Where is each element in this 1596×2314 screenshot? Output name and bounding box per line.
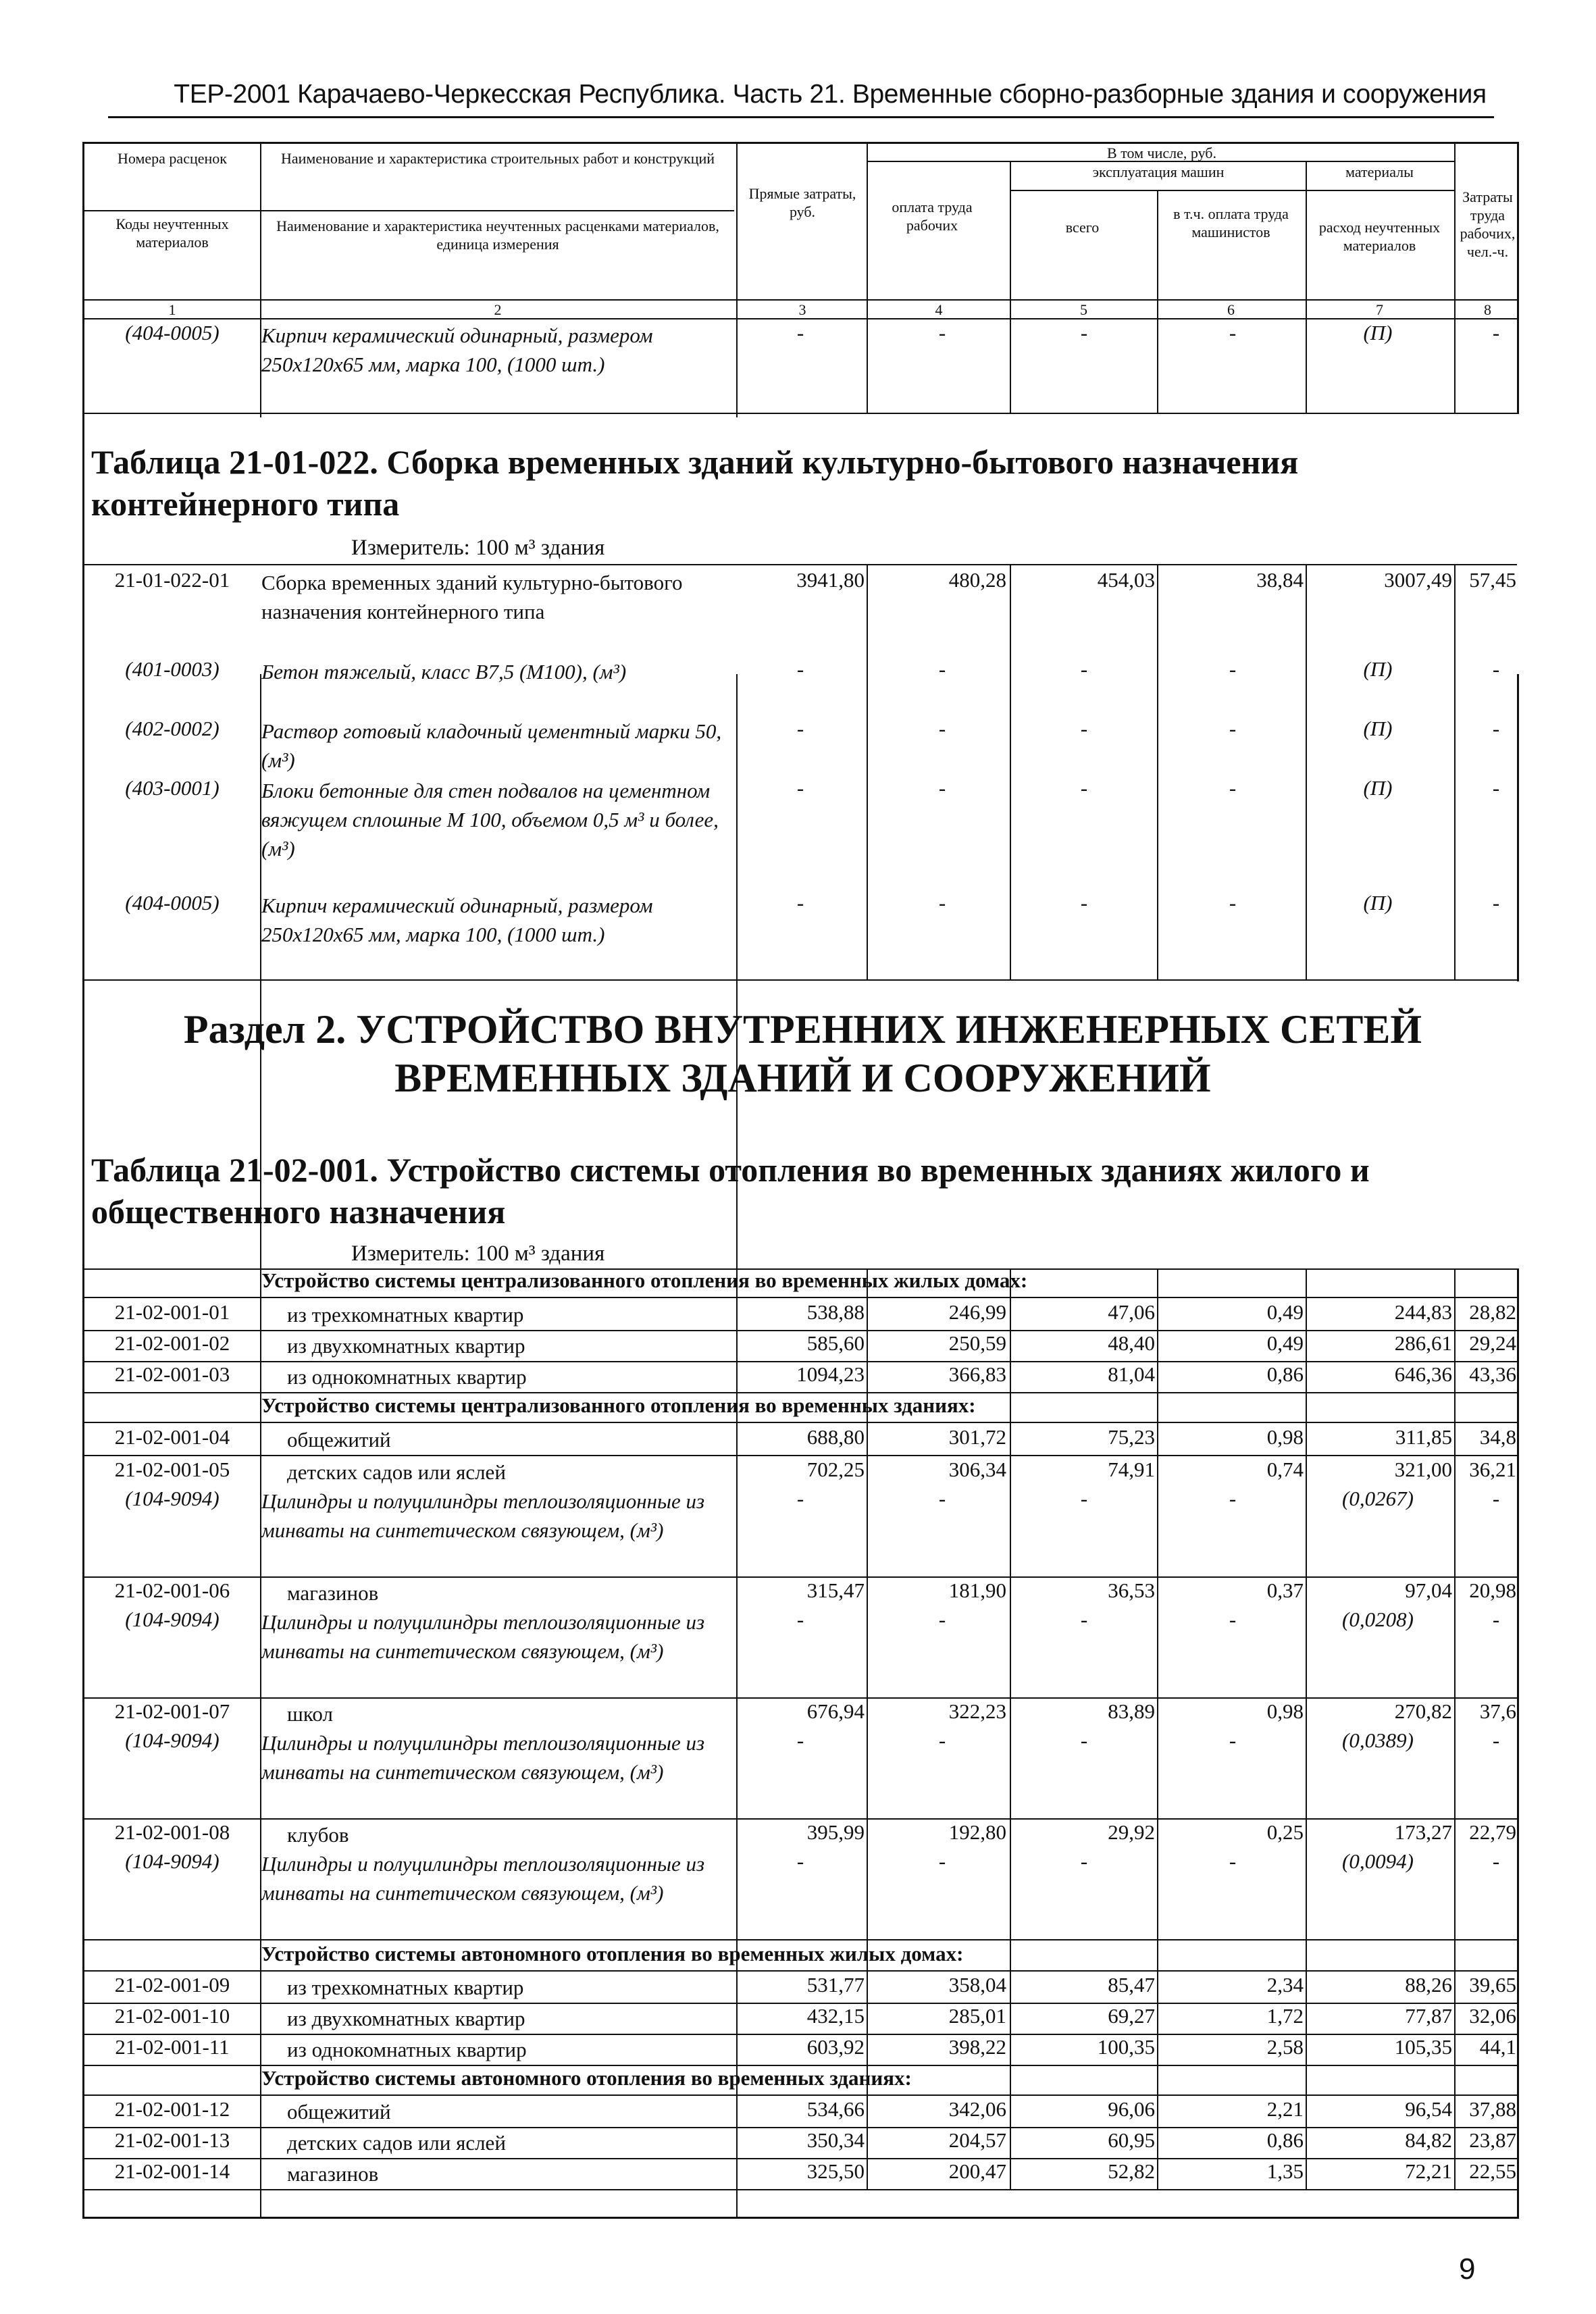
dash: - (938, 1728, 946, 1752)
table22-row-value: 3007,49 (1384, 568, 1452, 592)
table-row-name: из трехкомнатных квартир (287, 1303, 524, 1327)
table-row-value: 96,54 (1405, 2097, 1452, 2121)
table-row-value: 244,83 (1394, 1300, 1452, 1324)
running-header: ТЕР-2001 Карачаево-Черкесская Республика. Часть 21. Временные сборно-разборные здания и сооружения (174, 80, 1487, 109)
table-row-code: 21-02-001-09 (114, 1973, 230, 1997)
table22-row-value: 3941,80 (796, 568, 865, 592)
table02-title: Таблица 21-02-001. Устройство системы отопления во временных зданиях жилого и общественного назначения (91, 1151, 1370, 1231)
table-row-value: 585,60 (806, 1331, 865, 1355)
dash: - (1080, 776, 1088, 800)
table-row-value: 1094,23 (796, 1362, 865, 1386)
table-row-value: 646,36 (1394, 1362, 1452, 1386)
table-row-value: 342,06 (948, 2097, 1006, 2121)
subsection-heading: Устройство системы централизованного отопления во временных жилых домах: (261, 1268, 1028, 1292)
table02-mat-name: Цилиндры и полуцилиндры теплоизоляционные из минваты на синтетическом связующем, (м³) (261, 1731, 705, 1784)
table-row-value: 2,34 (1266, 1973, 1304, 1997)
col-num-8: 8 (1484, 301, 1491, 318)
table-row-value: 0,86 (1266, 2128, 1304, 2152)
table-row-value: 1,72 (1266, 2004, 1304, 2028)
table-row-value: 22,55 (1469, 2159, 1516, 2183)
col-num-4: 4 (935, 301, 943, 318)
material-qty: (П) (1363, 891, 1393, 915)
dash: - (1492, 1849, 1500, 1873)
table-row-value: 0,25 (1266, 1820, 1304, 1844)
dash: - (1492, 1608, 1500, 1631)
table-row-value: 84,82 (1405, 2128, 1452, 2152)
table-row-value: 603,92 (806, 2035, 865, 2059)
table-row-name: клубов (287, 1823, 349, 1847)
table-row-value: 306,34 (948, 1458, 1006, 1481)
table22-mat-name: Кирпич керамический одинарный, размером 250х120х65 мм, марка 100, (1000 шт.) (261, 894, 653, 946)
table-row-value: 285,01 (948, 2004, 1006, 2028)
subsection-heading: Устройство системы централизованного отопления во временных зданиях: (261, 1393, 976, 1417)
table-row-value: 204,57 (948, 2128, 1006, 2152)
table02-mat-code: (104-9094) (125, 1728, 220, 1752)
hdr-col2-bottom: Наименование и характеристика неучтенных расценками материалов, единица измерения (276, 217, 719, 253)
hdr-materials: материалы (1345, 163, 1414, 180)
top-row-name: Кирпич керамический одинарный, размером 250х120х65 мм, марка 100, (1000 шт.) (261, 324, 653, 376)
dash: - (1229, 1487, 1237, 1510)
col-num-3: 3 (798, 301, 806, 318)
table02-measure: Измеритель: 100 м³ здания (351, 1241, 605, 1266)
table-row-value: 321,00 (1394, 1458, 1452, 1481)
dash: - (1080, 717, 1088, 740)
table22-row-code: 21-01-022-01 (114, 568, 230, 592)
table-row-value: 37,88 (1469, 2097, 1516, 2121)
dash: - (938, 891, 946, 915)
table22-mat-name: Раствор готовый кладочный цементный марки 50, (м³) (261, 719, 722, 772)
table-row-value: 20,98 (1469, 1578, 1516, 1602)
table-row-code: 21-02-001-01 (114, 1300, 230, 1324)
table-row-value: 315,47 (806, 1578, 865, 1602)
table22-mat-name: Бетон тяжелый, класс В7,5 (М100), (м³) (261, 660, 627, 684)
table-row-name: из двухкомнатных квартир (287, 1334, 525, 1358)
dash: - (796, 1487, 804, 1510)
table-row-value: 432,15 (806, 2004, 865, 2028)
table02-mat-code: (104-9094) (125, 1487, 220, 1510)
table-row-code: 21-02-001-05 (114, 1458, 230, 1481)
table-row-value: 181,90 (948, 1578, 1006, 1602)
table-row-code: 21-02-001-03 (114, 1362, 230, 1386)
table-row-value: 37,6 (1479, 1699, 1516, 1723)
table02-mat-name: Цилиндры и полуцилиндры теплоизоляционные из минваты на синтетическом связующем, (м³) (261, 1852, 705, 1905)
table-row-value: 0,74 (1266, 1458, 1304, 1481)
table-row-value: 395,99 (806, 1820, 865, 1844)
table-row-value: 85,47 (1108, 1973, 1155, 1997)
document-table: Номера расценок Коды неучтенных материалов Наименование и характеристика строительных работ и конструкций Наименование и характеристика неучтенных расценками материалов, единица измерения Прямые затраты, руб. В том числе, руб. оплата труда рабочих эксплуатация машин всего в т.ч. оплата труда машинистов материалы расход неучтенных материалов Затраты труда рабочих, чел.-ч. 1 2 3 4 5 6 7 8 (404-0005) Кирпич керамический одинарный, размером 250х120х65 мм, марка 100, (1000 шт.) - - - - (П) - Таблица 21-01-022. Сборка временных зданий культурно-бытового назначения контейнерного типа Измеритель: 100 м³ здания 21-01-022-01 Сборка временных зданий культурно-бытового назначения контейнерного типа 3941,80 480,28 454,03 38,84 3007,49 57,45 (401-0003) Бетон тяжелый, класс В7,5 (М100), (м³) - - - - (П) - (402-0002) Раствор готовый кладочный цементный марки 50, (м³) - - - - (П) - (403-0001) Блоки бетонные для стен подвалов на цементном вяжущем сплошные М 100, объемом 0,5 м³ и более, (м³) - - - - (П) - (404-0005) Кирпич керамический одинарный, размером 250х120х65 мм, марка 100, (1000 шт.) - - - - (П) - Раздел 2. УСТРОЙСТВО ВНУТРЕННИХ ИНЖЕНЕРНЫХ СЕТЕЙ ВРЕМЕННЫХ ЗДАНИЙ И СООРУЖЕНИЙ Таблица 21-02-001. Устройство системы отопления во временных зданиях жилого и общественного назначения Измеритель: 100 м³ здания Устройство системы централизованного отопления во временных жилых домах: 21-02-001-01 из трехкомнатных квартир 538,88 246,99 47,06 0,49 244,83 28,82 21-02-001-02 из двухкомнатных квартир 585,60 250,59 48,40 0,49 286,61 29,24 21-02-001-03 из однокомнатных квартир 1094,23 366,83 81,04 0,86 646,36 43,36 Устройство системы централизованного отопления во временных зданиях: 21-02-001-04 общежитий 688,80 301,72 75,23 0,98 311,85 34,8 21-02-001-05 детских садов или яслей 702,25 306,34 74,91 0,74 321,00 36,21 (104-9094) Цилиндры и полуцилиндры теплоизоляционные из минваты на синтетическом связующем, (м³) - - - - (0,0267) - 21-02-001-06 магазинов 315,47 181,90 36,53 0,37 97,04 20,98 (104-9094) Цилиндры и полуцилиндры теплоизоляционные из минваты на синтетическом связующем, (м³) - - - - (0,0208) - 21-02-001-07 школ 676,94 322,23 83,89 0,98 270,82 37,6 (104-9094) Цилиндры и полуцилиндры теплоизоляционные из минваты на синтетическом связующем, (м³) - - - - (0,0389) - 21-02-001-08 клубов 395,99 192,80 29,92 0,25 173,27 22,79 (104-9094) Цилиндры и полуцилиндры теплоизоляционные из минваты на синтетическом связующем, (м³) - - - - (0,0094) - Устройство системы автономного отопления во временных жилых домах: 21-02-001-09 из трехкомнатных квартир 531,77 358,04 85,47 2,34 88,26 39,65 21-02-001-10 из двухкомнатных квартир 432,15 285,01 69,27 1,72 77,87 32,06 21-02-001-11 из однокомнатных квартир 603,92 398,22 100,35 2,58 105,35 44,1 Устройство системы автономного отопления во временных зданиях: 21-02-001-12 общежитий 534,66 342,06 96,06 2,21 96,54 37,88 21-02-001-13 детских садов или яслей 350,34 204,57 60,95 0,86 84,82 23,87 21-02-001-14 магазинов 325,50 200,47 52,82 1,35 72,21 22,55 (82, 142, 1519, 2219)
dash: - (796, 776, 804, 800)
table-row-value: 43,36 (1469, 1362, 1516, 1386)
table-row-code: 21-02-001-02 (114, 1331, 230, 1355)
table22-mat-code: (401-0003) (125, 657, 220, 681)
table22-row-value: 57,45 (1469, 568, 1516, 592)
table22-title: Таблица 21-01-022. Сборка временных зданий культурно-бытового назначения контейнерного типа (91, 443, 1299, 523)
table-row-value: 60,95 (1108, 2128, 1155, 2152)
table-row-code: 21-02-001-12 (114, 2097, 230, 2121)
dash: - (796, 891, 804, 915)
table-row-value: 52,82 (1108, 2159, 1155, 2183)
dash: - (1229, 1608, 1237, 1631)
dash: - (1229, 891, 1237, 915)
table-row-value: 77,87 (1405, 2004, 1452, 2028)
table-row-value: 173,27 (1394, 1820, 1452, 1844)
dash: - (1492, 717, 1500, 740)
table-row-value: 676,94 (806, 1699, 865, 1723)
table22-row-value: 480,28 (948, 568, 1006, 592)
material-qty: (0,0267) (1342, 1487, 1414, 1510)
hdr-col7: расход неучтенных материалов (1318, 219, 1441, 254)
table-row-name: магазинов (287, 1581, 379, 1605)
material-qty: (0,0389) (1342, 1728, 1414, 1752)
hdr-incl: В том числе, руб. (1107, 145, 1216, 161)
table-row-value: 0,49 (1266, 1331, 1304, 1355)
table-row-value: 2,58 (1266, 2035, 1304, 2059)
dash: - (938, 776, 946, 800)
table-row-value: 1,35 (1266, 2159, 1304, 2183)
table-row-value: 702,25 (806, 1458, 865, 1481)
col-num-7: 7 (1376, 301, 1383, 318)
table-row-name: общежитий (287, 1428, 391, 1451)
table-row-value: 96,06 (1108, 2097, 1155, 2121)
table-row-value: 301,72 (948, 1425, 1006, 1449)
table-row-value: 81,04 (1108, 1362, 1155, 1386)
table-row-value: 39,65 (1469, 1973, 1516, 1997)
material-qty: (П) (1363, 776, 1393, 800)
hdr-col5: всего (1065, 219, 1100, 236)
material-qty: (П) (1363, 717, 1393, 740)
subsection-heading: Устройство системы автономного отопления во временных жилых домах: (261, 1942, 964, 1965)
section-title: Раздел 2. УСТРОЙСТВО ВНУТРЕННИХ ИНЖЕНЕРНЫХ СЕТЕЙ ВРЕМЕННЫХ ЗДАНИЙ И СООРУЖЕНИЙ (183, 1007, 1422, 1100)
table-row-value: 97,04 (1405, 1578, 1452, 1602)
table-row-code: 21-02-001-10 (114, 2004, 230, 2028)
table-row-value: 69,27 (1108, 2004, 1155, 2028)
table-row-name: школ (287, 1702, 333, 1726)
table-row-value: 531,77 (806, 1973, 865, 1997)
table-row-value: 538,88 (806, 1300, 865, 1324)
dash: - (1080, 1487, 1088, 1510)
dash: - (1492, 1487, 1500, 1510)
dash: - (1492, 891, 1500, 915)
table-row-value: 34,8 (1479, 1425, 1516, 1449)
table-row-value: 36,53 (1108, 1578, 1155, 1602)
table22-row-name: Сборка временных зданий культурно-бытового назначения контейнерного типа (261, 571, 683, 623)
table-row-value: 28,82 (1469, 1300, 1516, 1324)
table-row-value: 88,26 (1405, 1973, 1452, 1997)
table-row-code: 21-02-001-13 (114, 2128, 230, 2152)
hdr-col1-top: Номера расценок (118, 150, 227, 167)
table-row-value: 0,37 (1266, 1578, 1304, 1602)
dash: - (1492, 1728, 1500, 1752)
dash: - (1229, 1849, 1237, 1873)
table-row-value: 23,87 (1469, 2128, 1516, 2152)
dash: - (1492, 657, 1500, 681)
table22-mat-code: (403-0001) (125, 776, 220, 800)
dash: - (796, 1608, 804, 1631)
table-row-name: детских садов или яслей (287, 1460, 506, 1484)
table-row-value: 322,23 (948, 1699, 1006, 1723)
dash: - (938, 717, 946, 740)
table-row-code: 21-02-001-04 (114, 1425, 230, 1449)
table-row-value: 325,50 (806, 2159, 865, 2183)
table-row-value: 192,80 (948, 1820, 1006, 1844)
hdr-col2-top: Наименование и характеристика строительных работ и конструкций (280, 150, 715, 167)
header-rule (108, 116, 1494, 118)
table-row-value: 246,99 (948, 1300, 1006, 1324)
table-row-value: 0,98 (1266, 1425, 1304, 1449)
material-qty: (П) (1363, 657, 1393, 681)
table22-measure: Измеритель: 100 м³ здания (351, 536, 605, 560)
table22-mat-code: (402-0002) (125, 717, 220, 740)
table-row-value: 48,40 (1108, 1331, 1155, 1355)
subsection-heading: Устройство системы автономного отопления во временных зданиях: (261, 2066, 912, 2090)
dash: - (1080, 1849, 1088, 1873)
dash: - (938, 657, 946, 681)
table-row-value: 29,92 (1108, 1820, 1155, 1844)
table22-mat-code: (404-0005) (125, 891, 220, 915)
table-row-code: 21-02-001-07 (114, 1699, 230, 1723)
dash: - (796, 1849, 804, 1873)
dash: - (796, 717, 804, 740)
table-row-value: 36,21 (1469, 1458, 1516, 1481)
dash: - (938, 1849, 946, 1873)
table-row-value: 200,47 (948, 2159, 1006, 2183)
dash: - (938, 1487, 946, 1510)
table-row-value: 75,23 (1108, 1425, 1155, 1449)
hdr-machines: эксплуатация машин (1092, 163, 1225, 180)
table-row-value: 358,04 (948, 1973, 1006, 1997)
top-row-p: (П) (1363, 321, 1393, 344)
table-row-value: 2,21 (1266, 2097, 1304, 2121)
hdr-col6: в т.ч. оплата труда машинистов (1173, 205, 1289, 240)
table-row-name: из трехкомнатных квартир (287, 1976, 524, 1999)
table-row-value: 398,22 (948, 2035, 1006, 2059)
table-row-value: 311,85 (1395, 1425, 1452, 1449)
dash: - (796, 1728, 804, 1752)
table22-mat-name: Блоки бетонные для стен подвалов на цементном вяжущем сплошные М 100, объемом 0,5 м³ и более, (м³) (261, 779, 719, 860)
material-qty: (0,0094) (1342, 1849, 1414, 1873)
dash: - (1229, 1728, 1237, 1752)
table-row-code: 21-02-001-06 (114, 1578, 230, 1602)
table-row-name: магазинов (287, 2162, 379, 2186)
hdr-col8: Затраты труда рабочих, чел.-ч. (1460, 188, 1516, 260)
table-row-code: 21-02-001-11 (115, 2035, 230, 2059)
table-row-code: 21-02-001-14 (114, 2159, 230, 2183)
table-row-value: 29,24 (1469, 1331, 1516, 1355)
page-number: 9 (1459, 2253, 1476, 2286)
table02-mat-name: Цилиндры и полуцилиндры теплоизоляционные из минваты на синтетическом связующем, (м³) (261, 1610, 705, 1663)
table-row-value: 0,86 (1266, 1362, 1304, 1386)
dash: - (1080, 1608, 1088, 1631)
dash: - (796, 321, 804, 344)
table-row-value: 350,34 (806, 2128, 865, 2152)
hdr-col3: Прямые затраты, руб. (748, 185, 856, 220)
hdr-col4: оплата труда рабочих (892, 199, 973, 234)
table02-mat-code: (104-9094) (125, 1849, 220, 1873)
table-row-value: 72,21 (1405, 2159, 1452, 2183)
hdr-col1-bottom: Коды неучтенных материалов (115, 215, 229, 251)
table-row-value: 688,80 (806, 1425, 865, 1449)
col-num-1: 1 (168, 301, 176, 318)
table-row-name: детских садов или яслей (287, 2131, 506, 2155)
dash: - (938, 1608, 946, 1631)
table-row-code: 21-02-001-08 (114, 1820, 230, 1844)
table-row-value: 32,06 (1469, 2004, 1516, 2028)
table22-row-value: 38,84 (1256, 568, 1304, 592)
dash: - (1492, 776, 1500, 800)
table-row-value: 286,61 (1394, 1331, 1452, 1355)
table-row-name: из однокомнатных квартир (287, 2038, 527, 2061)
dash: - (1080, 1728, 1088, 1752)
dash: - (1229, 657, 1237, 681)
col-num-6: 6 (1227, 301, 1235, 318)
col-num-5: 5 (1080, 301, 1087, 318)
dash: - (796, 657, 804, 681)
table22-row-value: 454,03 (1097, 568, 1155, 592)
dash: - (1080, 657, 1088, 681)
dash: - (1080, 891, 1088, 915)
top-row-code: (404-0005) (125, 321, 220, 344)
table-row-value: 534,66 (806, 2097, 865, 2121)
table02-mat-code: (104-9094) (125, 1608, 220, 1631)
table-row-value: 47,06 (1108, 1300, 1155, 1324)
table-row-value: 250,59 (948, 1331, 1006, 1355)
table-row-value: 44,1 (1479, 2035, 1516, 2059)
table-row-value: 270,82 (1394, 1699, 1452, 1723)
table-row-value: 100,35 (1097, 2035, 1155, 2059)
table-row-value: 83,89 (1108, 1699, 1155, 1723)
table-row-name: из двухкомнатных квартир (287, 2007, 525, 2030)
table-row-value: 366,83 (948, 1362, 1006, 1386)
dash: - (1229, 776, 1237, 800)
table-row-name: общежитий (287, 2100, 391, 2124)
dash: - (1229, 717, 1237, 740)
table-row-value: 0,98 (1266, 1699, 1304, 1723)
table02-mat-name: Цилиндры и полуцилиндры теплоизоляционные из минваты на синтетическом связующем, (м³) (261, 1489, 705, 1542)
table-row-value: 0,49 (1266, 1300, 1304, 1324)
col-num-2: 2 (494, 301, 502, 318)
table-row-value: 22,79 (1469, 1820, 1516, 1844)
table-row-value: 74,91 (1108, 1458, 1155, 1481)
table-row-value: 105,35 (1394, 2035, 1452, 2059)
table-row-name: из однокомнатных квартир (287, 1365, 527, 1389)
material-qty: (0,0208) (1342, 1608, 1414, 1631)
